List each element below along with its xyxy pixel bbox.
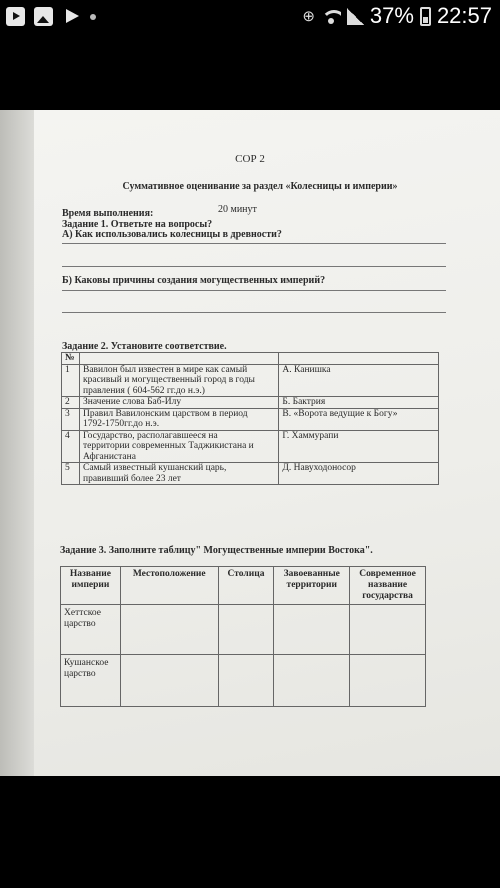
answer-cell: В. «Ворота ведущие к Богу» bbox=[279, 408, 439, 430]
statement-cell bbox=[79, 463, 278, 485]
header-line: империи bbox=[71, 580, 110, 590]
header-line: Местоположение bbox=[132, 569, 206, 579]
matching-table bbox=[61, 352, 439, 485]
empires-table bbox=[60, 566, 426, 707]
blank-cell bbox=[120, 655, 218, 707]
table-header-row bbox=[62, 353, 439, 365]
blank-cell bbox=[120, 605, 218, 655]
blank-cell bbox=[274, 605, 350, 655]
task1-question-a: А) Как использовались колесницы в древности? bbox=[62, 229, 282, 240]
column-header-modern-name bbox=[350, 567, 426, 605]
answer-cell: Д. Навуходоносор bbox=[279, 463, 439, 485]
blank-cell bbox=[350, 605, 426, 655]
table-row bbox=[62, 397, 439, 409]
empire-name-line: Кушанское bbox=[64, 658, 109, 668]
header-line: Современное bbox=[359, 569, 416, 579]
data-saver-icon: ⊕ bbox=[302, 8, 315, 25]
answer-line bbox=[62, 290, 446, 291]
play-store-icon bbox=[62, 7, 81, 26]
table-row bbox=[61, 655, 426, 707]
header-line: Завоеванные bbox=[283, 569, 340, 579]
statement-line: красивый и могущественный город в годы bbox=[82, 375, 255, 385]
notification-icons bbox=[6, 7, 96, 26]
table-header-row bbox=[61, 567, 426, 605]
column-header-capital bbox=[218, 567, 274, 605]
task3-title: Задание 3. Заполните таблицу" Могущественные империи Востока". bbox=[60, 545, 373, 556]
statement-cell bbox=[79, 397, 278, 409]
video-icon bbox=[6, 7, 25, 26]
statement-line: Самый известный кушанский царь, bbox=[82, 463, 227, 473]
column-header-empire bbox=[61, 567, 121, 605]
wifi-icon bbox=[321, 8, 341, 24]
signal-icon bbox=[347, 8, 364, 25]
table-row bbox=[61, 605, 426, 655]
doc-subtitle: Суммативное оценивание за раздел «Колесницы и империи» bbox=[122, 181, 398, 192]
answer-cell: Б. Бактрия bbox=[279, 397, 439, 409]
system-icons bbox=[302, 3, 492, 29]
statement-cell bbox=[79, 430, 278, 463]
blank-cell bbox=[274, 655, 350, 707]
answer-cell: А. Канишка bbox=[279, 364, 439, 397]
answer-line bbox=[62, 266, 446, 267]
battery-icon bbox=[420, 7, 431, 26]
header-line: Название bbox=[69, 569, 111, 579]
header-line: территории bbox=[286, 580, 337, 590]
page-shadow bbox=[0, 110, 34, 776]
time-label: Время выполнения: bbox=[62, 208, 154, 219]
table-row bbox=[62, 408, 439, 430]
statement-line: правивший более 23 лет bbox=[82, 473, 181, 484]
blank-cell bbox=[218, 605, 274, 655]
statement-line: правления ( 604-562 гг.до н.э.) bbox=[82, 385, 205, 396]
image-icon bbox=[34, 7, 53, 26]
statement-line: Правил Вавилонским царством в период bbox=[82, 408, 248, 419]
blank-cell bbox=[218, 655, 274, 707]
statement-line: Вавилон был известен в мире как самый bbox=[82, 364, 248, 375]
status-bar bbox=[0, 0, 500, 34]
table-row bbox=[62, 430, 439, 463]
row-number: 1 bbox=[62, 364, 80, 397]
task2-title: Задание 2. Установите соответствие. bbox=[62, 341, 227, 352]
column-header-territories bbox=[274, 567, 350, 605]
blank-cell bbox=[350, 655, 426, 707]
statement-line: Государство, располагавшееся на bbox=[82, 430, 218, 441]
statement-cell bbox=[79, 364, 278, 397]
clock: 22:57 bbox=[436, 3, 492, 28]
row-number: 3 bbox=[62, 408, 80, 430]
table-row bbox=[62, 364, 439, 397]
more-notifications-icon bbox=[90, 14, 96, 20]
document-photo bbox=[0, 110, 500, 776]
column-header-number: № bbox=[62, 353, 80, 365]
row-number: 2 bbox=[62, 397, 80, 409]
header-line: Столица bbox=[227, 569, 265, 579]
statement-line: 1792-1750гг.до н.э. bbox=[82, 419, 160, 429]
doc-heading: СОР 2 bbox=[235, 153, 265, 165]
empire-name-cell bbox=[61, 655, 121, 707]
empire-name-line: царство bbox=[64, 619, 96, 629]
task1-title: Задание 1. Ответьте на вопросы? bbox=[62, 219, 213, 230]
header-line: название bbox=[368, 580, 408, 590]
battery-percent: 37% bbox=[369, 3, 414, 28]
statement-line: Афганистана bbox=[82, 451, 136, 462]
statement-cell bbox=[79, 408, 278, 430]
header-line: государства bbox=[362, 591, 413, 601]
statement-line: Значение слова Баб-Илу bbox=[82, 397, 182, 407]
row-number: 4 bbox=[62, 430, 80, 463]
task1-question-b: Б) Каковы причины создания могущественных империй? bbox=[62, 275, 326, 286]
answer-cell: Г. Хаммурапи bbox=[279, 430, 439, 463]
time-value: 20 минут bbox=[218, 204, 257, 215]
statement-line: территории современных Таджикистана и bbox=[82, 441, 254, 451]
row-number: 5 bbox=[62, 463, 80, 485]
empire-name-line: Хеттское bbox=[64, 608, 101, 618]
answer-line bbox=[62, 243, 446, 244]
answer-line bbox=[62, 312, 446, 313]
table-row bbox=[62, 463, 439, 485]
column-header-location bbox=[120, 567, 218, 605]
empire-name-line: царство bbox=[64, 669, 96, 679]
empire-name-cell bbox=[61, 605, 121, 655]
